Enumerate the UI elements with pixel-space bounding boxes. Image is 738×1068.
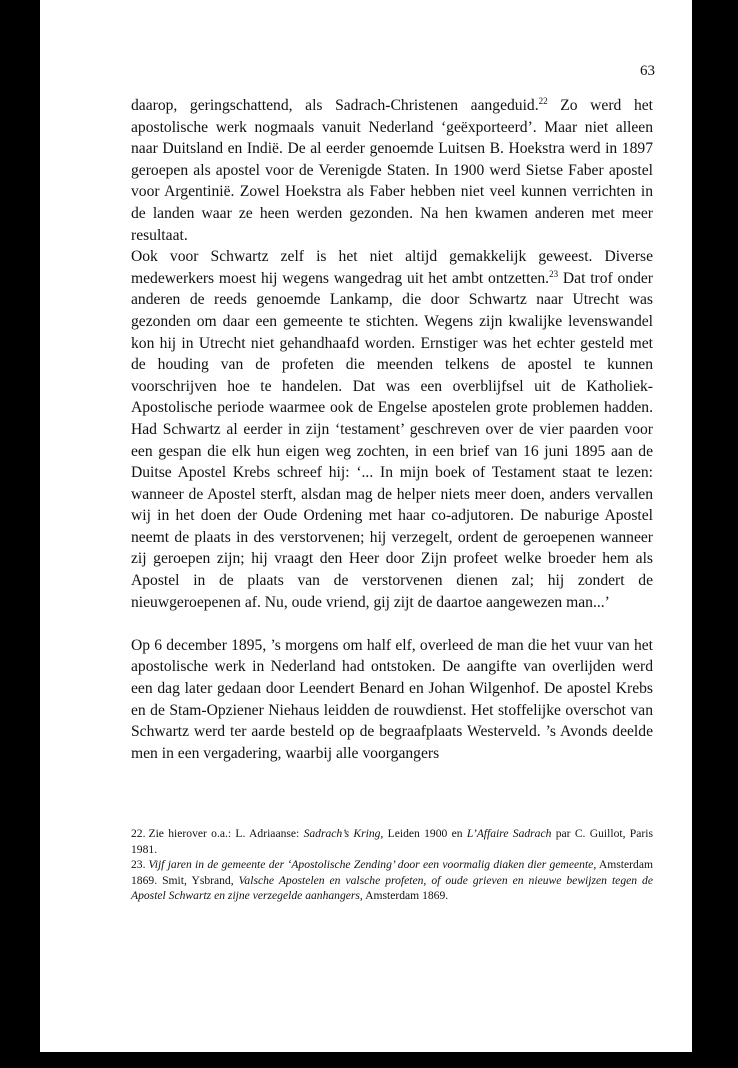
footnote-22 [131,826,653,857]
page-number: 63 [640,63,655,79]
book-page [40,0,692,1052]
footnote-23 [131,857,653,904]
paragraph-3 [131,635,653,765]
footnotes [131,826,653,904]
text-segment: Ook voor Schwartz zelf is het niet altijd gemakkelijk geweest. Diverse medewerkers moest hij wegens wangedrag uit het ambt ontzetten. [131,248,653,287]
text-segment: Leiden 1900 en [383,827,467,840]
paragraph-2 [131,246,653,613]
text-segment: Dat trof onder anderen de reeds genoemde Lankamp, die door Schwartz naar Utrecht was gezonden om daar een gemeente te stichten. Wegens zijn kwalijke levenswandel kon hij in Utrecht niet gehandhaafd worden. Ernstiger was het echter gesteld met de houding van de profeten die meenden telkens de apostel te kunnen voorschrijven hoe te handelen. Dat was een overblijfsel uit de Katholiek-Apostolische periode waarmee ook de Engelse apostelen grote problemen hadden. Had Schwartz al eerder in zijn ‘testament’ geschreven over de vier paarden voor een gespan die elk hun eigen weg zochten, in een brief van 16 juni 1895 aan de Duitse Apostel Krebs schreef hij: ‘... In mijn boek of Testament staat te lezen: wanneer de Apostel sterft, alsdan mag de helper niets meer doen, anders vervallen wij in het doen der Oude Ordening met haar co-adjutoren. De naburige Apostel neemt de plaats in des verstorvenen; hij verzegelt, ordent de geroepenen wanneer zij geroepen zijn; hij vraagt den Heer door Zijn profeet welke broeder hem als Apostel in de plaats van de verstorvenen dienen zal; hij zondert de nieuwgeroepenen af. Nu, oude vriend, gij zijt de daartoe aangewezen man...’ [131,269,654,611]
text-segment: Amsterdam 1869. [362,889,449,903]
paragraph-1 [131,95,653,246]
text-segment: Op 6 december 1895, ’s morgens om half elf, overleed de man die het vuur van het apostolische werk in Nederland had ontstoken. De aangifte van overlijden werd een dag later gedaan door Leendert Benard en Johan Wilgenhof. De apostel Krebs en de Stam-Opziener Niehaus leidden de rouwdienst. Het stoffelijke overschot van Schwartz werd ter aarde besteld op de begraafplaats Westerveld. ’s Avonds deelde men in een vergadering, waarbij alle voorgangers [131,636,653,762]
italic-title: Sadrach’s Kring, [303,827,384,840]
italic-title: Vijf jaren in de gemeente der ‘Apostolische Zending’ door een voormalig diaken dier gemeente, [148,858,597,872]
body-text [131,95,653,764]
text-segment: Amsterdam 1869. Smit, Ysbrand, [131,858,653,887]
footnote-number: 22. [131,827,146,840]
text-segment: Zo werd het apostolische werk nogmaals vanuit Nederland ‘geëxporteerd’. Maar niet alleen naar Duitsland en Indië. De al eerder genoemde Luitsen B. Hoekstra werd in 1897 geroepen als apostel voor de Verenigde Staten. In 1900 werd Sietse Faber apostel voor Argentinië. Zowel Hoekstra als Faber hebben niet veel kunnen verrichten in de landen waar ze heen werden gezonden. Na hen kwamen anderen met meer resultaat. [131,97,653,244]
text-segment: par C. Guillot, Paris 1981. [131,827,653,856]
footnote-number: 23. [131,858,146,872]
italic-title: Valsche Apostelen en valsche profeten, of oude grieven en nieuwe bewijzen tegen de Apostel Schwartz en zijne verzegelde aanhangers, [131,873,653,903]
text-segment: daarop, geringschattend, als Sadrach-Christenen aangeduid. [131,97,539,114]
scan-border-left [0,0,40,1068]
italic-title: L’Affaire Sadrach [466,827,552,840]
footnote-ref-23: 23 [549,268,559,279]
footnote-ref-22: 22 [538,95,548,106]
text-segment: Zie hierover o.a.: L. Adriaanse: [148,827,304,840]
